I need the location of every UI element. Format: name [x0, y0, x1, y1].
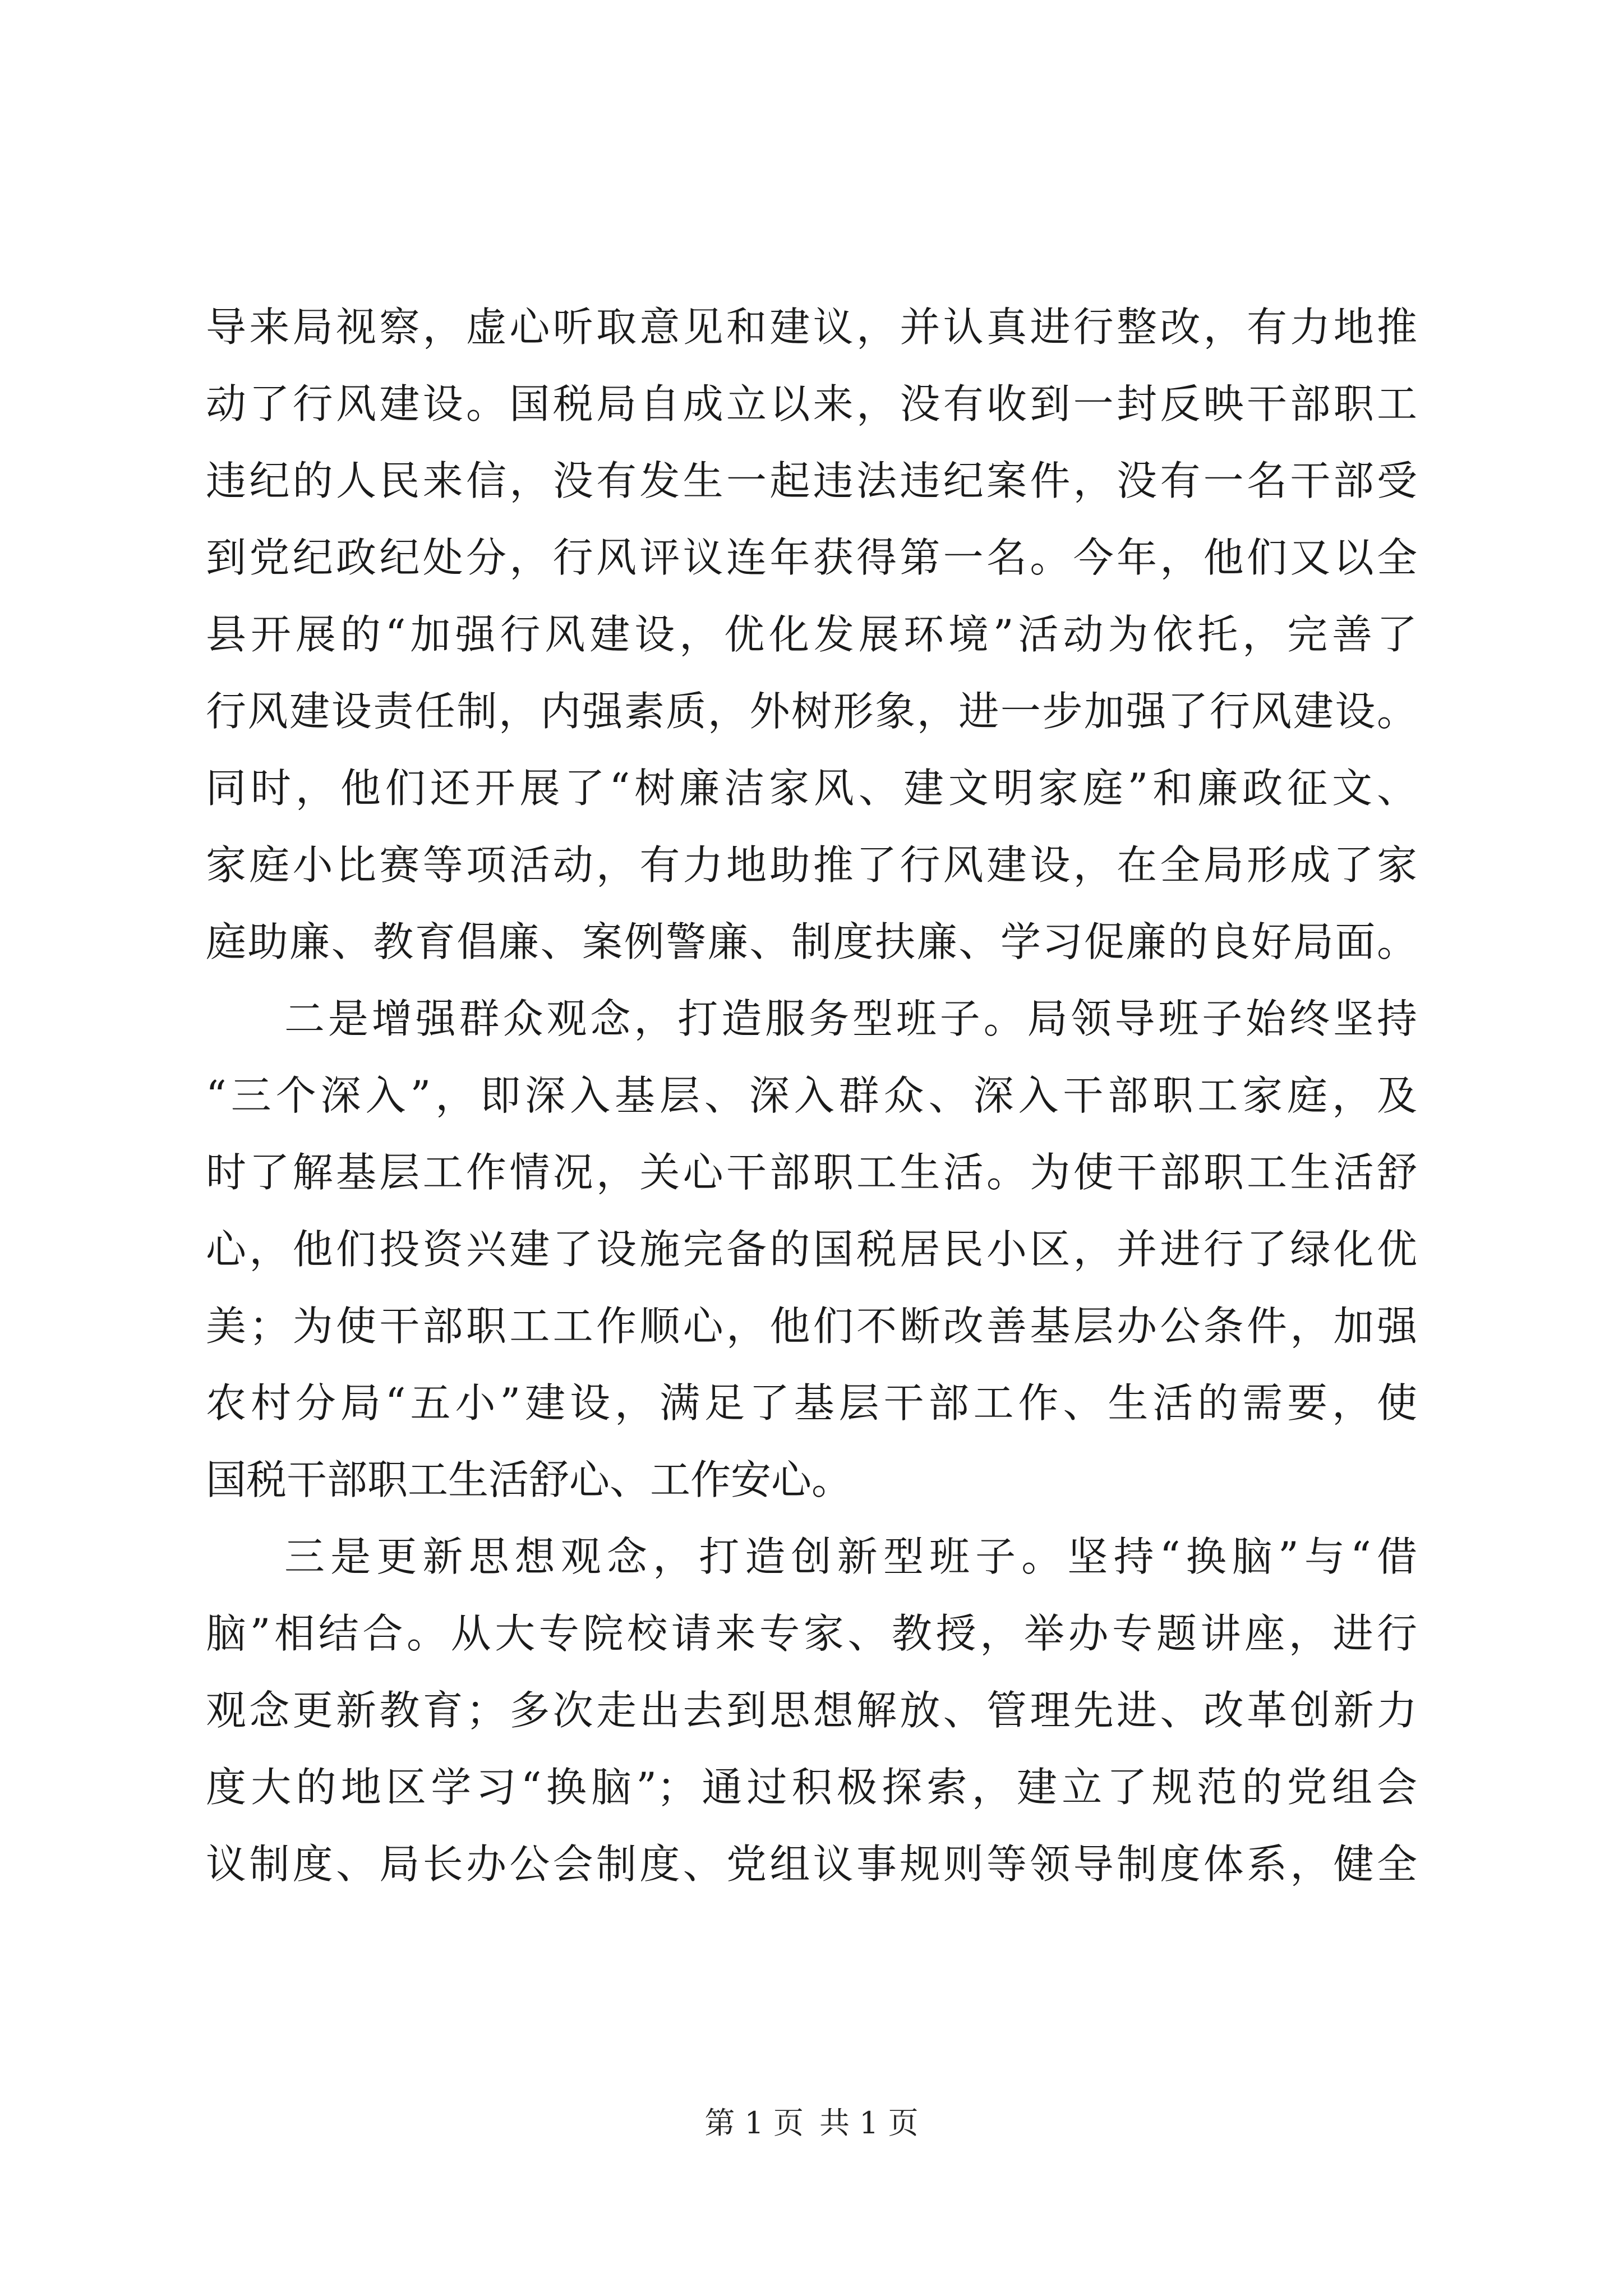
page-total: 共 1 页 — [819, 2105, 919, 2141]
paragraph-start-line: 三是更新思想观念，打造创新型班子。坚持“换脑”与“借 — [284, 1533, 1417, 1580]
paragraph-start-line: 二是增强群众观念，打造服务型班子。局领导班子始终坚持 — [284, 995, 1417, 1042]
text-line: 导来局视察，虚心听取意见和建议，并认真进行整改，有力地推 — [206, 303, 1417, 351]
paragraph-end-line: 国税干部职工生活舒心、工作安心。 — [206, 1456, 852, 1503]
text-line: 心，他们投资兴建了设施完备的国税居民小区，并进行了绿化优 — [206, 1226, 1417, 1273]
text-line: “三个深入”，即深入基层、深入群众、深入干部职工家庭，及 — [206, 1072, 1417, 1119]
text-line: 度大的地区学习“换脑”；通过积极探索，建立了规范的党组会 — [206, 1764, 1417, 1811]
text-line: 到党纪政纪处分，行风评议连年获得第一名。今年，他们又以全 — [206, 534, 1417, 581]
text-line: 家庭小比赛等项活动，有力地助推了行风建设，在全局形成了家 — [206, 841, 1417, 889]
text-line: 农村分局“五小”建设，满足了基层干部工作、生活的需要，使 — [206, 1379, 1417, 1427]
text-line: 行风建设责任制，内强素质，外树形象，进一步加强了行风建设。 — [206, 688, 1417, 735]
text-line: 动了行风建设。国税局自成立以来，没有收到一封反映干部职工 — [206, 380, 1417, 427]
text-line: 美；为使干部职工工作顺心，他们不断改善基层办公条件，加强 — [206, 1303, 1417, 1350]
text-line: 议制度、局长办公会制度、党组议事规则等领导制度体系，健全 — [206, 1841, 1417, 1888]
text-line: 违纪的人民来信，没有发生一起违法违纪案件，没有一名干部受 — [206, 457, 1417, 504]
page-number: 第 1 页 — [704, 2105, 804, 2141]
text-line: 庭助廉、教育倡廉、案例警廉、制度扶廉、学习促廉的良好局面。 — [206, 918, 1417, 965]
text-line: 观念更新教育；多次走出去到思想解放、管理先进、改革创新力 — [206, 1687, 1417, 1734]
text-line: 同时，他们还开展了“树廉洁家风、建文明家庭”和廉政征文、 — [206, 765, 1417, 812]
text-line: 脑”相结合。从大专院校请来专家、教授，举办专题讲座，进行 — [206, 1610, 1417, 1657]
text-line: 时了解基层工作情况，关心干部职工生活。为使干部职工生活舒 — [206, 1149, 1417, 1196]
body-text — [206, 289, 1417, 1903]
text-line: 县开展的“加强行风建设，优化发展环境”活动为依托，完善了 — [206, 611, 1417, 658]
page-footer — [0, 2104, 1623, 2143]
